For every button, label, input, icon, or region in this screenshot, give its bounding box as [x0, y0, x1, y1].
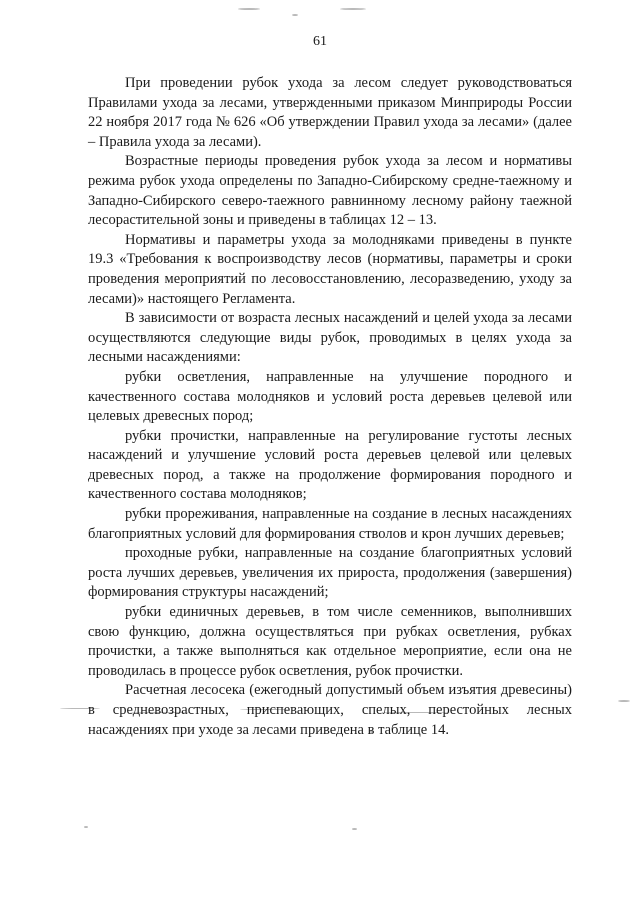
- paragraph-cutting-types-intro: В зависимости от возраста лесных насаждений и целей ухода за лесами осуществляются следующие виды рубок, проводимых в целях ухода за лесными насаждениями:: [88, 310, 572, 366]
- scan-speck: [340, 8, 366, 10]
- scan-speck: [84, 826, 88, 828]
- scan-speck: [618, 700, 630, 702]
- scan-speck: [238, 8, 260, 10]
- list-item-passage-cutting: проходные рубки, направленные на создание благоприятных условий роста лучших деревьев, увеличения их прироста, продолжения (завершения) формирования структуры насаждений;: [88, 545, 572, 601]
- page-number: 61: [313, 34, 327, 49]
- list-item-thinning: рубки прореживания, направленные на создание в лесных насаждениях благоприятных условий для формирования стволов и крон лучших деревьев;: [88, 506, 572, 542]
- list-item-single-trees: рубки единичных деревьев, в том числе семенников, выполнивших свою функцию, должна осуществляться при рубках осветления, рубках прочистки, а также выполняться как отдельное мероприятие, если она не проводилась в процессе рубок осветления, рубок прочистки.: [88, 604, 572, 679]
- scan-speck: [292, 14, 298, 16]
- paragraph-young-stands-norms: Нормативы и параметры ухода за молодняками приведены в пункте 19.3 «Требования к воспроизводству лесов (нормативы, параметры и сроки проведения мероприятий по лесовосстановлению, лесоразведению, уходу за лесами)» настоящего Регламента.: [88, 231, 572, 307]
- document-body: [88, 74, 572, 740]
- scan-speck: [352, 828, 357, 830]
- paragraph-age-periods: Возрастные периоды проведения рубок ухода за лесом и нормативы режима рубок ухода определены по Западно-Сибирскому средне-таежному и Западно-Сибирского северо-таежного равнинному лесному району таежной лесорастительной зоны и приведены в таблицах 12 – 13.: [88, 153, 572, 229]
- paragraph-rules-reference: При проведении рубок ухода за лесом следует руководствоваться Правилами ухода за лесами, утвержденными приказом Минприроды России 22 ноября 2017 года № 626 «Об утверждении Правил ухода за лесами» (далее – Правила ухода за лесами).: [88, 75, 572, 150]
- list-item-clearing: рубки осветления, направленные на улучшение породного и качественного состава молодняков и условий роста деревьев целевой или целевых древесных пород;: [88, 368, 572, 425]
- paragraph-allowable-cut: Расчетная лесосека (ежегодный допустимый объем изъятия древесины) в средневозрастных, приспевающих, спелых, перестойных лесных насаждениях при уходе за лесами приведена в таблице 14.: [88, 682, 572, 738]
- list-item-cleaning: рубки прочистки, направленные на регулирование густоты лесных насаждений и улучшение условий роста деревьев целевой или целевых древесных пород, а также на продолжение формирования породного и качественного состава молодняков;: [88, 427, 572, 503]
